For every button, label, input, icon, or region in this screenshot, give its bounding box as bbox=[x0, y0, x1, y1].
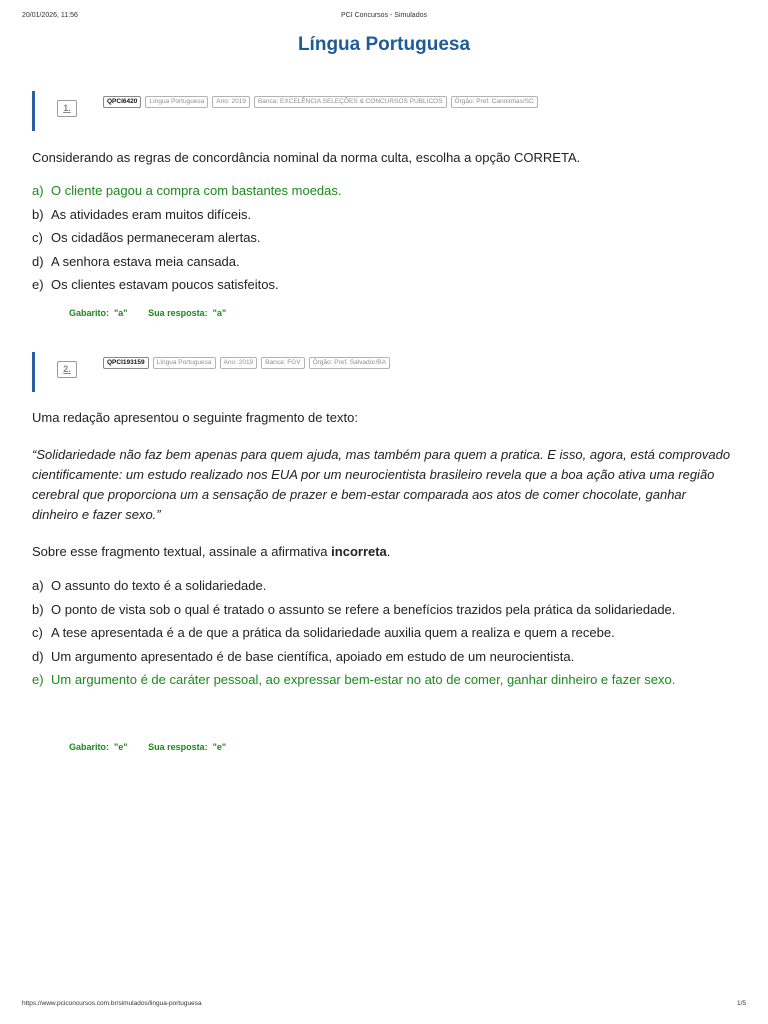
option-text: Um argumento é de caráter pessoal, ao expressar bem-estar no ato de comer, ganhar dinheiro e fazer sexo. bbox=[51, 672, 676, 687]
banca-tag: Banca: FGV bbox=[261, 357, 304, 369]
question-1-option-b bbox=[32, 205, 732, 225]
print-date: 20/01/2026, 11:56 bbox=[22, 12, 78, 19]
question-code-tag: QPCI6420 bbox=[103, 96, 141, 108]
question-1-header bbox=[32, 91, 534, 131]
option-letter: d) bbox=[32, 253, 44, 269]
question-2-options bbox=[32, 576, 732, 694]
page-number: 1/5 bbox=[736, 1000, 746, 1007]
orgao-tag: Órgão: Pref. Salvador/BA bbox=[309, 357, 390, 369]
print-url: https://www.pciconcursos.com.br/simulados/lingua-portuguesa bbox=[22, 1000, 202, 1007]
option-text: Os clientes estavam poucos satisfeitos. bbox=[51, 277, 279, 292]
question-1-number[interactable]: 1. bbox=[57, 100, 77, 117]
gabarito-label: Gabarito: bbox=[69, 308, 110, 318]
question-2-header bbox=[32, 352, 386, 392]
question-1-tags bbox=[103, 96, 538, 108]
gabarito-value: "a" bbox=[114, 308, 128, 318]
option-text: Um argumento apresentado é de base científica, apoiado em estudo de um neurocientista. bbox=[51, 648, 575, 664]
question-1-option-c bbox=[32, 228, 732, 248]
option-letter: b) bbox=[32, 206, 44, 222]
prompt-text: Sobre esse fragmento textual, assinale a afirmativa bbox=[32, 544, 332, 559]
option-text: As atividades eram muitos difíceis. bbox=[51, 206, 252, 222]
option-letter: e) bbox=[32, 277, 44, 292]
question-2-intro: Uma redação apresentou o seguinte fragmento de texto: bbox=[32, 410, 358, 425]
gabarito-label: Gabarito: bbox=[69, 742, 110, 752]
prompt-end: . bbox=[386, 544, 391, 559]
option-text: O cliente pagou a compra com bastantes moedas. bbox=[51, 183, 342, 198]
orgao-tag: Órgão: Pref. Canoinhas/SC bbox=[451, 96, 538, 108]
sua-resposta-value: "e" bbox=[212, 742, 227, 752]
question-2-prompt bbox=[32, 542, 732, 562]
option-text: Os cidadãos permaneceram alertas. bbox=[51, 230, 261, 245]
year-tag: Ano: 2019 bbox=[220, 357, 258, 369]
option-letter: a) bbox=[32, 183, 44, 198]
option-text: A tese apresentada é a de que a prática da solidariedade auxilia quem a realiza e quem a recebe. bbox=[51, 625, 615, 640]
sua-resposta-label: Sua resposta: bbox=[148, 308, 208, 318]
sua-resposta-value: "a" bbox=[212, 308, 227, 318]
question-1-option-a bbox=[32, 181, 732, 201]
option-letter: a) bbox=[32, 578, 44, 593]
option-text: O assunto do texto é a solidariedade. bbox=[51, 578, 267, 593]
sua-resposta-label: Sua resposta: bbox=[148, 742, 208, 752]
option-letter: c) bbox=[32, 230, 43, 245]
option-letter: c) bbox=[32, 625, 43, 640]
banca-tag: Banca: EXCELÊNCIA SELEÇÕES & CONCURSOS PÚBLICOS bbox=[254, 96, 447, 108]
question-1-statement: Considerando as regras de concordância nominal da norma culta, escolha a opção CORRETA. bbox=[32, 150, 581, 165]
option-text: A senhora estava meia cansada. bbox=[51, 253, 240, 269]
print-title: PCI Concursos - Simulados bbox=[341, 12, 427, 19]
print-footer bbox=[22, 1000, 746, 1010]
option-letter: e) bbox=[32, 672, 44, 687]
question-2-option-a bbox=[32, 576, 732, 596]
question-2-option-e bbox=[32, 670, 732, 690]
prompt-emphasis: incorreta bbox=[331, 544, 387, 559]
question-1-option-e bbox=[32, 275, 732, 295]
question-1-result bbox=[69, 308, 226, 318]
subject-tag: Língua Portuguesa bbox=[153, 357, 216, 369]
option-letter: d) bbox=[32, 648, 44, 664]
question-2-option-b bbox=[32, 600, 732, 620]
question-1-option-d bbox=[32, 252, 732, 272]
gabarito-value: "e" bbox=[114, 742, 128, 752]
subject-tag: Língua Portuguesa bbox=[145, 96, 208, 108]
question-2-result bbox=[69, 742, 226, 752]
option-text: O ponto de vista sob o qual é tratado o assunto se refere a benefícios trazidos pela prática da solidariedade. bbox=[51, 601, 676, 617]
year-tag: Ano: 2019 bbox=[212, 96, 250, 108]
question-2-option-d bbox=[32, 647, 732, 667]
question-1-options bbox=[32, 181, 732, 299]
question-2-tags bbox=[103, 357, 390, 369]
page-title: Língua Portuguesa bbox=[297, 34, 471, 55]
question-2-quote: “Solidariedade não faz bem apenas para quem ajuda, mas também para quem a pratica. E isso, agora, está comprovado cientificamente: um estudo realizado nos EUA por um neurocientista brasileiro revela que a boa ação ativa uma região cerebral que proporciona um a sensação de prazer e bem-estar comparada aos atos de comer chocolate, ganhar dinheiro e fazer sexo.” bbox=[32, 447, 731, 522]
option-letter: b) bbox=[32, 601, 44, 617]
question-2-option-c bbox=[32, 623, 732, 643]
question-2-number[interactable]: 2. bbox=[57, 361, 77, 378]
print-header bbox=[22, 12, 746, 22]
question-code-tag: QPCI193159 bbox=[103, 357, 149, 369]
